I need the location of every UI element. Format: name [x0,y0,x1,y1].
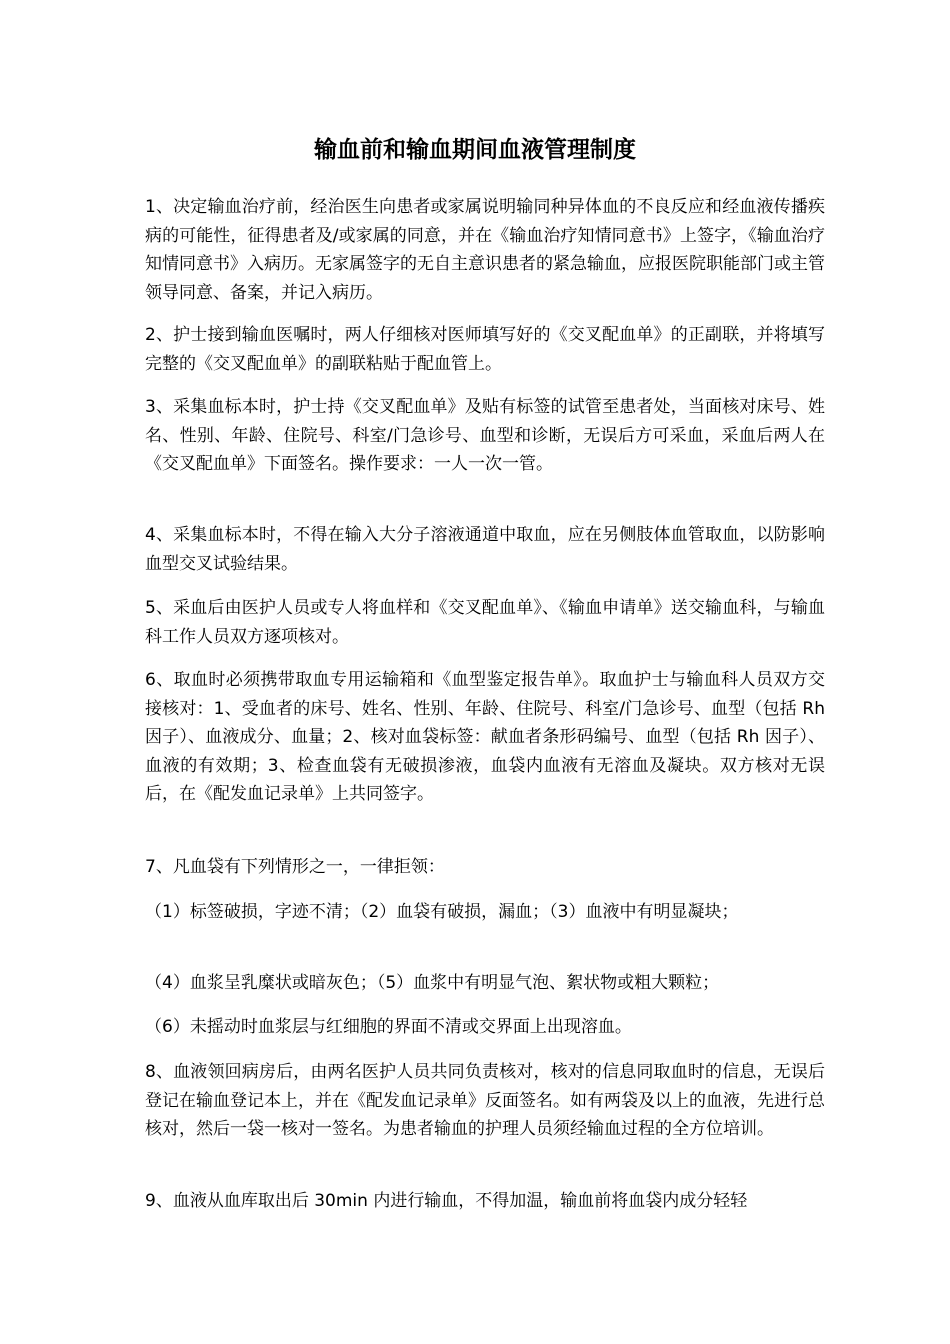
paragraph-6: 6、取血时必须携带取血专用运输箱和《血型鉴定报告单》。取血护士与输血科人员双方交接核对：1、受血者的床号、姓名、性别、年龄、住院号、科室/门急诊号、血型（包括 Rh 因子）、血液成分、血量；2、核对血袋标签：献血者条形码编号、血型（包括 Rh 因子）、血液的有效期；3、检查血袋有无破损渗液，血袋内血液有无溶血及凝块。双方核对无误后，在《配发血记录单》上共同签字。 [145,670,825,804]
paragraph-2: 2、护士接到输血医嘱时，两人仔细核对医师填写好的《交叉配血单》的正副联，并将填写完整的《交叉配血单》的副联粘贴于配血管上。 [145,325,825,374]
paragraph-5: 5、采血后由医护人员或专人将血样和《交叉配血单》、《输血申请单》送交输血科，与输血科工作人员双方逐项核对。 [145,598,825,647]
paragraph-8: 8、血液领回病房后，由两名医护人员共同负责核对，核对的信息同取血时的信息，无误后登记在输血登记本上，并在《配发血记录单》反面签名。如有两袋及以上的血液，先进行总核对，然后一袋一核对一签名。为患者输血的护理人员须经输血过程的全方位培训。 [145,1062,825,1139]
paragraph-1: 1、决定输血治疗前，经治医生向患者或家属说明输同种异体血的不良反应和经血液传播疾病的可能性，征得患者及/或家属的同意，并在《输血治疗知情同意书》上签字，《输血治疗知情同意书》入病历。无家属签字的无自主意识患者的紧急输血，应报医院职能部门或主管领导同意、备案，并记入病历。 [145,197,825,303]
paragraph-3: 3、采集血标本时，护士持《交叉配血单》及贴有标签的试管至患者处，当面核对床号、姓名、性别、年龄、住院号、科室/门急诊号、血型和诊断，无误后方可采血，采血后两人在《交叉配血单》下面签名。操作要求：一人一次一管。 [145,397,825,474]
paragraph-7-item-1-3: （1）标签破损，字迹不清；（2）血袋有破损，漏血；（3）血液中有明显凝块； [145,902,739,922]
paragraph-7-item-6: （6）未摇动时血浆层与红细胞的界面不清或交界面上出现溶血。 [145,1017,632,1037]
paragraph-7-item-4-5: （4）血浆呈乳糜状或暗灰色；（5）血浆中有明显气泡、絮状物或粗大颗粒； [145,973,720,993]
paragraph-4: 4、采集血标本时，不得在输入大分子溶液通道中取血，应在另侧肢体血管取血，以防影响血型交叉试验结果。 [145,525,825,574]
paragraph-9: 9、血液从血库取出后 30min 内进行输血，不得加温，输血前将血袋内成分轻轻 [145,1191,748,1211]
document-title: 输血前和输血期间血液管理制度 [314,137,636,163]
paragraph-7: 7、凡血袋有下列情形之一，一律拒领： [145,857,445,877]
